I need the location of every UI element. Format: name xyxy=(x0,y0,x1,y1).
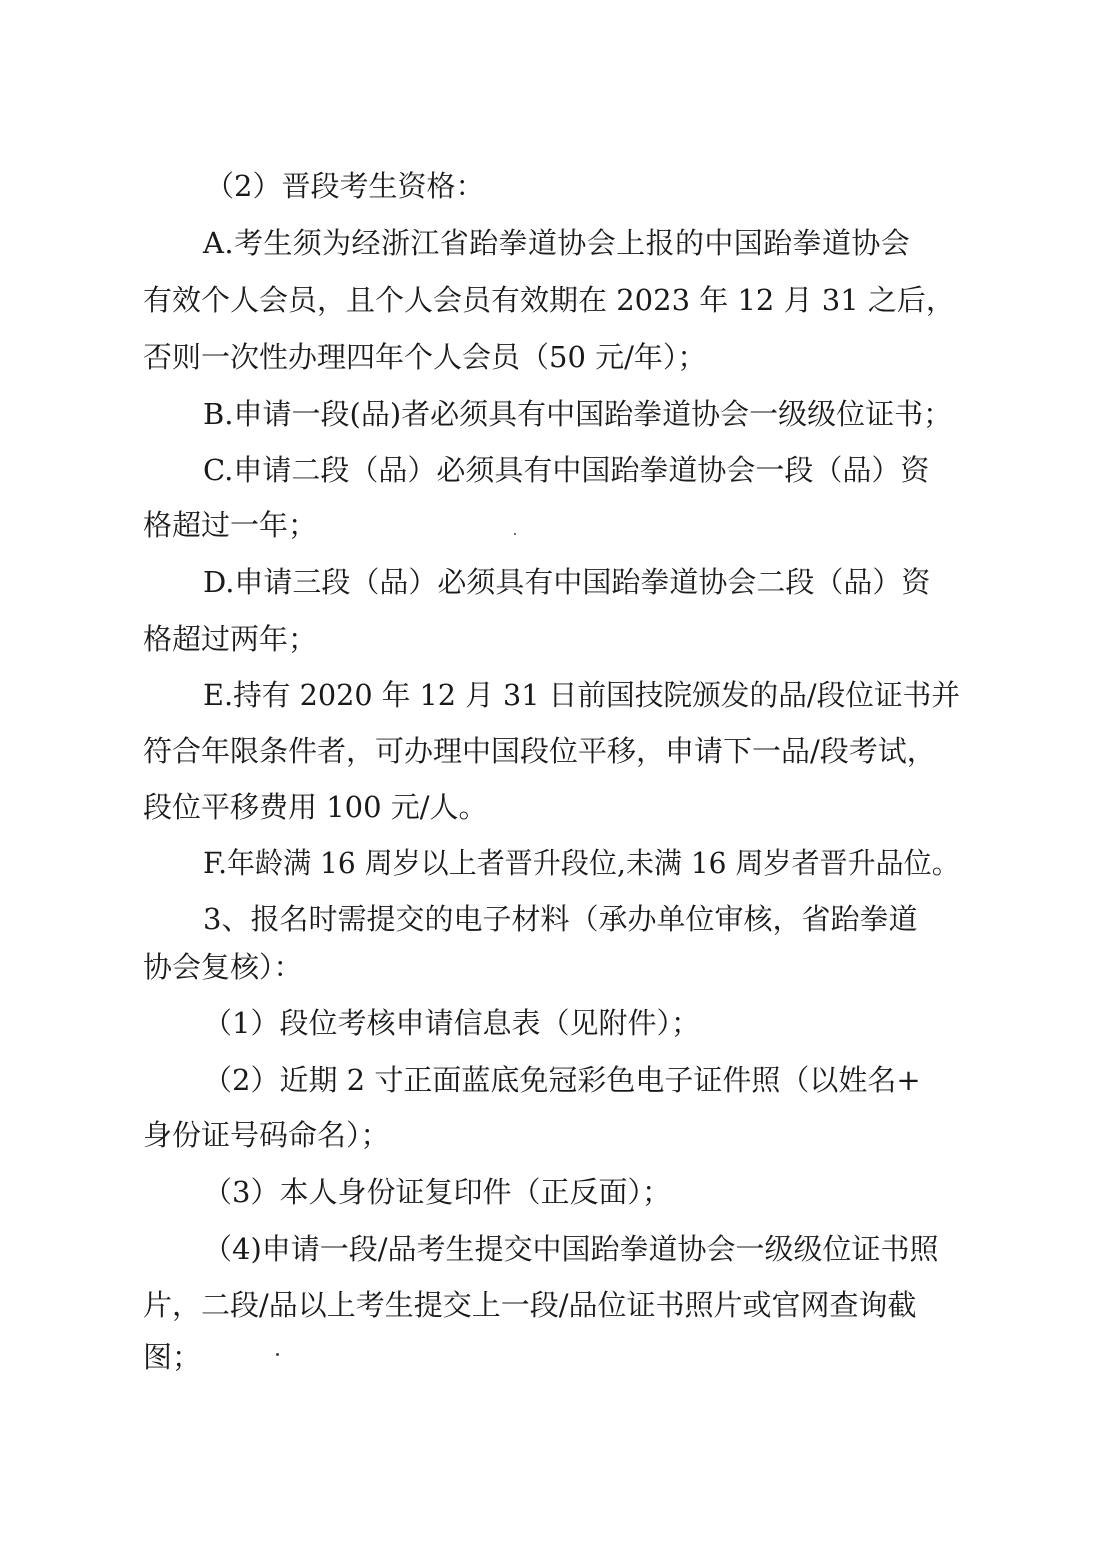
text-line-16: （1）段位考核申请信息表（见附件）； xyxy=(203,1006,700,1040)
text-line-8: D.申请三段（品）必须具有中国跆拳道协会二段（品）资 xyxy=(203,565,931,599)
text-line-11: 符合年限条件者，可办理中国段位平移，申请下一品/段考试， xyxy=(143,734,936,768)
text-line-3: 有效个人会员，且个人会员有效期在 2023 年 12 月 31 之后， xyxy=(143,283,955,317)
text-line-14: 3、报名时需提交的电子材料（承办单位审核，省跆拳道 xyxy=(203,902,918,936)
text-line-20: （4)申请一段/品考生提交中国跆拳道协会一级级位证书照 xyxy=(203,1232,939,1266)
text-line-21: 片，二段/品以上考生提交上一段/品位证书照片或官网查询截 xyxy=(143,1288,917,1322)
text-line-5: B.申请一段(品)者必须具有中国跆拳道协会一级级位证书； xyxy=(203,397,953,431)
text-line-15: 协会复核）： xyxy=(143,950,303,984)
text-line-13: F.年龄满 16 周岁以上者晋升段位,未满 16 周岁者晋升品位。 xyxy=(203,846,960,880)
scan-speck xyxy=(514,533,516,535)
text-line-6: C.申请二段（品）必须具有中国跆拳道协会一段（品）资 xyxy=(203,453,930,487)
text-line-10: E.持有 2020 年 12 月 31 日前国技院颁发的品/段位证书并 xyxy=(203,678,961,712)
text-line-17: （2）近期 2 寸正面蓝底免冠彩色电子证件照（以姓名+ xyxy=(203,1063,921,1097)
text-line-18: 身份证号码命名）； xyxy=(143,1118,390,1152)
scan-speck xyxy=(276,1353,279,1356)
text-line-2: A.考生须为经浙江省跆拳道协会上报的中国跆拳道协会 xyxy=(203,226,911,260)
text-line-4: 否则一次性办理四年个人会员（50 元/年）； xyxy=(143,340,707,374)
text-line-22: 图； xyxy=(143,1340,202,1374)
text-line-12: 段位平移费用 100 元/人。 xyxy=(143,790,488,824)
text-line-19: （3）本人身份证复印件（正反面）； xyxy=(203,1175,671,1209)
text-line-7: 格超过一年； xyxy=(143,508,318,542)
text-line-9: 格超过两年； xyxy=(143,622,318,656)
text-line-1: （2）晋段考生资格： xyxy=(205,169,485,203)
